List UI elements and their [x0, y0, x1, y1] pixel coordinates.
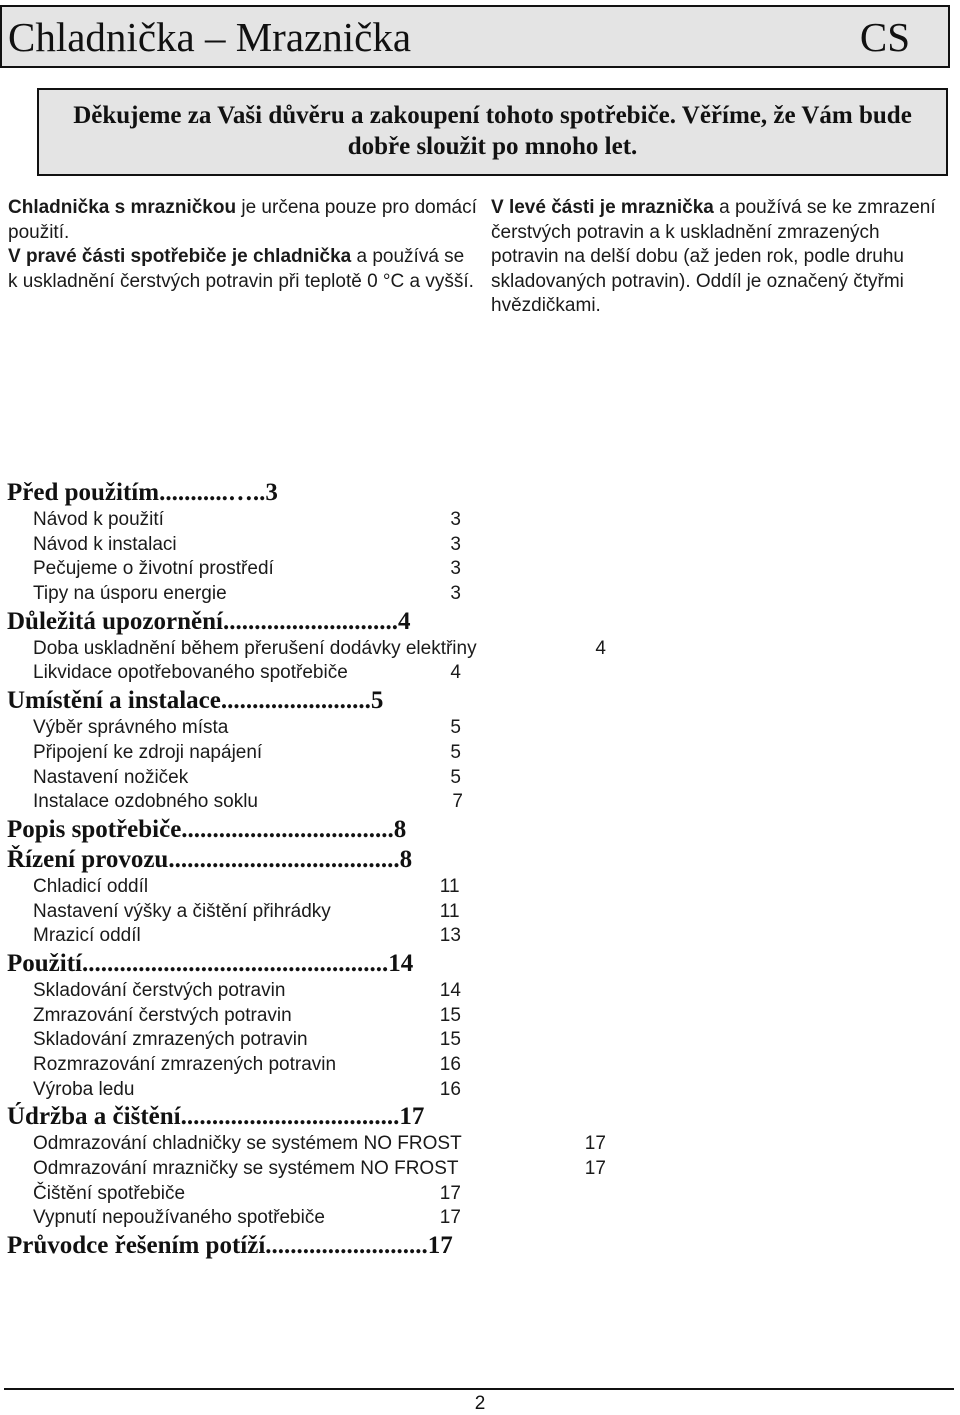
page-title: Chladnička – Mraznička — [8, 14, 412, 60]
toc-item[interactable] — [0, 790, 960, 815]
toc-item-label: Pečujeme o životní prostředí — [33, 558, 274, 580]
toc-item[interactable] — [0, 582, 960, 607]
toc-section-page: 8 — [393, 815, 407, 843]
toc-item-page: 5 — [450, 766, 461, 788]
toc-item[interactable] — [0, 875, 960, 900]
toc-item[interactable] — [0, 1157, 960, 1182]
toc-item-page: 13 — [439, 925, 461, 947]
toc-section-leader: ................................................. — [82, 949, 389, 977]
toc-item-label: Nastavení nožiček — [33, 766, 189, 788]
toc-item-label: Odmrazování chladničky se systémem NO FROST — [33, 1133, 462, 1155]
intro-right-text: a používá se ke zmrazení čerstvých potravin a k uskladnění zmrazených potravin na delší dobu (až jeden rok, podle druhu skladovaných potravin). Oddíl je označený čtyřmi hvězdičkami. — [491, 197, 936, 316]
language-code: CS — [859, 14, 910, 60]
toc-section-title: Důležitá upozornění — [7, 607, 223, 635]
toc-item[interactable] — [0, 1078, 960, 1103]
toc-item[interactable] — [0, 1028, 960, 1053]
toc-item-label: Připojení ke zdroji napájení — [33, 741, 263, 763]
thanks-box — [37, 88, 948, 176]
toc-section-title: Řízení provozu — [7, 845, 169, 873]
toc-item-label: Odmrazování mrazničky se systémem NO FROST — [33, 1158, 459, 1180]
toc-item[interactable] — [0, 900, 960, 925]
toc-section-title: Umístění a instalace — [7, 687, 221, 715]
toc-item-page: 3 — [450, 533, 461, 555]
intro-left-bold-1: Chladnička s mrazničkou — [8, 197, 237, 218]
toc-item-page: 5 — [450, 717, 461, 739]
toc-section-page: 5 — [370, 687, 384, 715]
toc-section[interactable] — [0, 1102, 960, 1132]
toc-item-page: 15 — [439, 1029, 461, 1051]
toc-section-title: Popis spotřebiče — [7, 815, 182, 843]
toc-item[interactable] — [0, 1004, 960, 1029]
intro-right-bold: V levé části je mraznička — [491, 197, 714, 218]
toc-item-page: 4 — [595, 637, 606, 659]
toc-section-leader: .......................... — [265, 1232, 428, 1260]
toc-item-label: Zmrazování čerstvých potravin — [33, 1004, 292, 1026]
toc-item-page: 4 — [450, 662, 461, 684]
toc-section-page: 14 — [388, 949, 414, 977]
toc-section-title: Použití — [7, 949, 82, 977]
toc-item-page: 3 — [450, 509, 461, 530]
toc-item-page: 15 — [439, 1004, 461, 1026]
toc-item-label: Vypnutí nepoužívaného spotřebiče — [33, 1207, 325, 1229]
toc-item-page: 5 — [450, 741, 461, 763]
toc-item-label: Výběr správného místa — [33, 717, 229, 739]
toc-item-page: 17 — [439, 1182, 461, 1204]
toc-item-page: 11 — [439, 875, 460, 897]
toc-item-page: 14 — [439, 979, 461, 1001]
toc-item-page: 17 — [584, 1158, 606, 1180]
toc-section[interactable] — [0, 1231, 960, 1261]
toc-item[interactable] — [0, 924, 960, 949]
intro-left-bold-2: V pravé části spotřebiče je chladnička — [8, 246, 352, 267]
toc-section-leader: ............................ — [222, 607, 398, 635]
toc-item[interactable] — [0, 1132, 960, 1157]
toc-item-page: 3 — [450, 558, 461, 580]
toc-section-title: Údržba a čištění — [7, 1103, 181, 1131]
toc-item[interactable] — [0, 979, 960, 1004]
toc-item-label: Skladování zmrazených potravin — [33, 1029, 308, 1051]
table-of-contents — [0, 478, 960, 1261]
toc-section[interactable] — [0, 845, 960, 875]
toc-section[interactable] — [0, 686, 960, 716]
toc-item[interactable] — [0, 661, 960, 686]
toc-item-label: Čištění spotřebiče — [33, 1182, 186, 1204]
toc-item-label: Skladování čerstvých potravin — [33, 979, 286, 1001]
intro-left-text-1: je určena pouze pro domácí použití. — [8, 197, 477, 243]
toc-item-label: Rozmrazování zmrazených potravin — [33, 1054, 337, 1075]
toc-item-page: 17 — [584, 1133, 606, 1155]
toc-item[interactable] — [0, 1206, 960, 1231]
toc-section-leader: ..................................... — [168, 845, 400, 873]
toc-item-label: Chladicí oddíl — [33, 875, 149, 897]
toc-item[interactable] — [0, 508, 960, 533]
toc-item-label: Doba uskladnění během přerušení dodávky elektřiny — [33, 637, 477, 659]
page-number: 2 — [474, 1393, 486, 1414]
thanks-line-1: Děkujeme za Vaši důvěru a zakoupení tohoto spotřebiče. Věříme, že Vám bude — [73, 102, 912, 129]
toc-section-leader: ...........….. — [159, 479, 266, 506]
toc-item[interactable] — [0, 637, 960, 662]
intro-left-column — [8, 196, 478, 294]
toc-item[interactable] — [0, 716, 960, 741]
toc-section-leader: .................................. — [181, 815, 394, 843]
toc-item-page: 3 — [450, 583, 461, 605]
toc-item-label: Mrazicí oddíl — [33, 925, 141, 947]
toc-section[interactable] — [0, 478, 960, 508]
toc-item-label: Nastavení výšky a čištění přihrádky — [33, 900, 331, 922]
toc-section-leader: ................................... — [180, 1103, 400, 1131]
toc-item-label: Tipy na úsporu energie — [33, 583, 227, 605]
toc-item[interactable] — [0, 533, 960, 558]
toc-section-page: 3 — [265, 479, 278, 506]
toc-item[interactable] — [0, 1053, 960, 1078]
toc-item-page: 16 — [439, 1078, 461, 1100]
toc-item[interactable] — [0, 766, 960, 791]
intro-left-text-2: a používá se k uskladnění čerstvých potravin při teplotě 0 °C a vyšší. — [8, 246, 474, 292]
toc-section[interactable] — [0, 949, 960, 979]
toc-item[interactable] — [0, 741, 960, 766]
toc-section[interactable] — [0, 815, 960, 845]
toc-section-leader: ........................ — [220, 687, 371, 715]
toc-item-page: 17 — [439, 1207, 461, 1229]
toc-section-page: 4 — [397, 607, 411, 635]
toc-section-title: Průvodce řešením potíží — [7, 1232, 266, 1260]
toc-item-page: 11 — [439, 900, 460, 922]
toc-item-page: 16 — [439, 1054, 461, 1075]
intro-right-column — [491, 196, 951, 319]
toc-item[interactable] — [0, 557, 960, 582]
toc-section-title: Před použitím — [7, 479, 160, 506]
footer-divider — [4, 1388, 954, 1390]
toc-item-label: Instalace ozdobného soklu — [33, 791, 258, 813]
toc-item[interactable] — [0, 1182, 960, 1207]
toc-item-label: Likvidace opotřebovaného spotřebiče — [33, 662, 348, 684]
toc-item-page: 7 — [452, 791, 463, 813]
toc-section[interactable] — [0, 607, 960, 637]
thanks-line-2: dobře sloužit po mnoho let. — [347, 133, 638, 160]
toc-item-label: Výroba ledu — [33, 1078, 135, 1100]
toc-item-label: Návod k instalaci — [33, 533, 177, 555]
toc-section-page: 17 — [399, 1103, 425, 1131]
page-header — [0, 5, 950, 68]
toc-section-page: 17 — [427, 1232, 453, 1260]
toc-section-page: 8 — [399, 845, 413, 873]
toc-item-label: Návod k použití — [33, 509, 164, 530]
